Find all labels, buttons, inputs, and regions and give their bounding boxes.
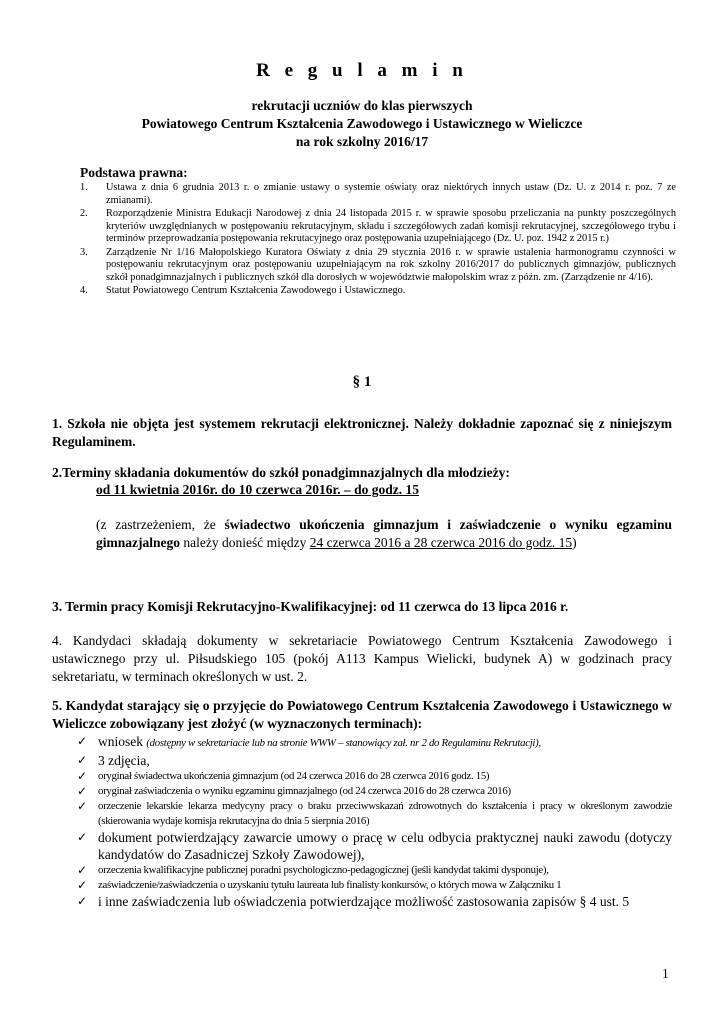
legal-basis-list	[80, 182, 676, 299]
note-middle: należy donieść między	[180, 535, 310, 550]
checklist-text: orzeczenie lekarskie lekarza medycyny pracy o braku przeciwwskazań zdrowotnych do kształcenia i pracy w określonym zawodzie (skierowania wydaje komisja rekrutacyjna do dnia 5 sierpnia 2016)	[98, 800, 672, 827]
checkmark-icon: ✓	[77, 830, 88, 844]
checklist-text: oryginał zaświadczenia o wyniku egzaminu gimnazjalnego (od 24 czerwca 2016 do 28 czerwca 2016)	[98, 785, 511, 797]
note-dates: 24 czerwca 2016 a 28 czerwca 2016 do godz. 15	[309, 535, 573, 550]
subtitle-line-3: na rok szkolny 2016/17	[295, 134, 429, 149]
subtitle-line-1: rekrutacji uczniów do klas pierwszych	[251, 98, 473, 113]
legal-basis-number: 1.	[80, 182, 88, 193]
legal-basis-text: Rozporządzenie Ministra Edukacji Narodowej z dnia 24 listopada 2015 r. w sprawie sposobu przeliczania na punkty poszczególnych kryteriów uwzględnianych w postępowaniu rekrutacyjnym, składu i szczegółowych zadań komisji rekrutacyjnej, szczegółowego trybu i terminów przeprowadzania postępowania rekrutacyjnego oraz postępowania uzupełniającego (Dz. U. poz. 1942 z 2015 r.)	[106, 208, 676, 244]
checklist-text: 3 zdjęcia,	[98, 753, 150, 768]
section-heading: § 1	[352, 374, 372, 390]
checkmark-icon: ✓	[77, 863, 87, 877]
legal-basis-heading: Podstawa prawna:	[80, 165, 188, 180]
checklist-item	[76, 733, 672, 752]
legal-basis-text: Zarządzenie Nr 1/16 Małopolskiego Kuratora Oświaty z dnia 29 stycznia 2016 r. w sprawie ustalenia harmonogramu czynności w postępowaniu rekrutacyjnym oraz postępowaniu uzupełniającym na rok szkolny 2016/2017 do publicznych gimnazjów, publicznych szkół ponadgimnazjalnych i publicznych szkół dla dorosłych w województwie małopolskim wraz z późn. zm. (Zarządzenie nr 4/16).	[106, 246, 676, 283]
point-1-paragraph: 1. Szkoła nie objęta jest systemem rekrutacji elektronicznej. Należy dokładnie zapoznać się z niniejszym Regulaminem.	[52, 416, 672, 449]
checklist-item	[76, 829, 672, 863]
checklist-item	[76, 784, 672, 799]
legal-basis-number: 3.	[80, 246, 88, 258]
checkmark-icon: ✓	[77, 769, 87, 783]
checklist-item	[76, 893, 672, 910]
checkmark-icon: ✓	[77, 799, 87, 813]
legal-basis-item	[80, 182, 676, 207]
checklist-text: dokument potwierdzający zawarcie umowy o pracę w celu odbycia praktycznej nauki zawodu (dotyczy kandydatów do Zasadniczej Szkoły Zawodowej),	[98, 830, 672, 862]
point-2-dates: od 11 kwietnia 2016r. do 10 czerwca 2016r. – do godz. 15	[96, 482, 419, 497]
point-2-heading: 2.Terminy składania dokumentów do szkół ponadgimnazjalnych dla młodzieży:	[52, 465, 510, 480]
document-subtitle	[0, 97, 724, 151]
required-documents-list	[76, 733, 672, 910]
note-open: (z zastrzeżeniem, że	[96, 517, 225, 532]
checklist-item	[76, 752, 672, 769]
legal-basis-text: Ustawa z dnia 6 grudnia 2013 r. o zmianie ustawy o systemie oświaty oraz niektórych innych ustaw (Dz. U. z 2014 r. poz. 7 ze zmianami).	[106, 182, 676, 206]
note-bold-text: świadectwo ukończenia gimnazjum i zaświadczenie o wyniku egzaminu gimnazjalnego	[96, 517, 672, 550]
checkmark-icon: ✓	[77, 753, 88, 767]
subtitle-line-2: Powiatowego Centrum Kształcenia Zawodowego i Ustawicznego w Wieliczce	[141, 116, 583, 131]
checkmark-icon: ✓	[77, 784, 87, 798]
checklist-item	[76, 769, 672, 784]
point-3-paragraph: 3. Termin pracy Komisji Rekrutacyjno-Kwalifikacyjnej: od 11 czerwca do 13 lipca 2016 r.	[52, 599, 569, 614]
legal-basis-number: 4.	[80, 285, 88, 296]
checkmark-icon: ✓	[77, 894, 88, 908]
checklist-text: zaświadczenie/zaświadczenia o uzyskaniu tytułu laureata lub finalisty konkursów, o których mowa w Załączniku 1	[98, 879, 562, 891]
checklist-text: wniosek	[98, 734, 147, 749]
legal-basis-text: Statut Powiatowego Centrum Kształcenia Zawodowego i Ustawicznego.	[106, 285, 406, 296]
legal-basis-item	[80, 285, 676, 298]
note-close: )	[572, 535, 577, 550]
checklist-text: oryginał świadectwa ukończenia gimnazjum (od 24 czerwca 2016 do 28 czerwca 2016 godz. 15)	[98, 770, 490, 782]
point-2-note	[96, 516, 672, 552]
document-title: R e g u l a m i n	[256, 60, 468, 81]
checklist-item	[76, 878, 672, 893]
page-number: 1	[662, 966, 669, 981]
legal-basis-item	[80, 208, 676, 246]
checklist-note: (dostępny w sekretariacie lub na stronie WWW – stanowiący zał. nr 2 do Regulaminu Rekrutacji),	[146, 737, 541, 749]
checkmark-icon: ✓	[77, 878, 87, 892]
checklist-text: i inne zaświadczenia lub oświadczenia potwierdzające możliwość zastosowania zapisów § 4 ust. 5	[98, 894, 630, 909]
legal-basis-item	[80, 247, 676, 285]
checklist-text: orzeczenia kwalifikacyjne publicznej poradni psychologiczno-pedagogicznej (jeśli kandydat takimi dysponuje),	[98, 864, 549, 876]
checklist-item	[76, 863, 672, 878]
checklist-item	[76, 799, 672, 829]
point-5-paragraph: 5. Kandydat starający się o przyjęcie do Powiatowego Centrum Kształcenia Zawodowego i Ustawicznego w Wieliczce zobowiązany jest złożyć (w wyznaczonych terminach):	[52, 698, 672, 731]
point-4-paragraph: 4. Kandydaci składają dokumenty w sekretariacie Powiatowego Centrum Kształcenia Zawodowego i ustawicznego przy ul. Piłsudskiego 105 (pokój A113 Kampus Wielicki, budynek A) w godzinach pracy sekretariatu, w terminach określonych w ust. 2.	[52, 633, 672, 684]
checkmark-icon: ✓	[77, 734, 88, 748]
legal-basis-number: 2.	[80, 208, 88, 219]
